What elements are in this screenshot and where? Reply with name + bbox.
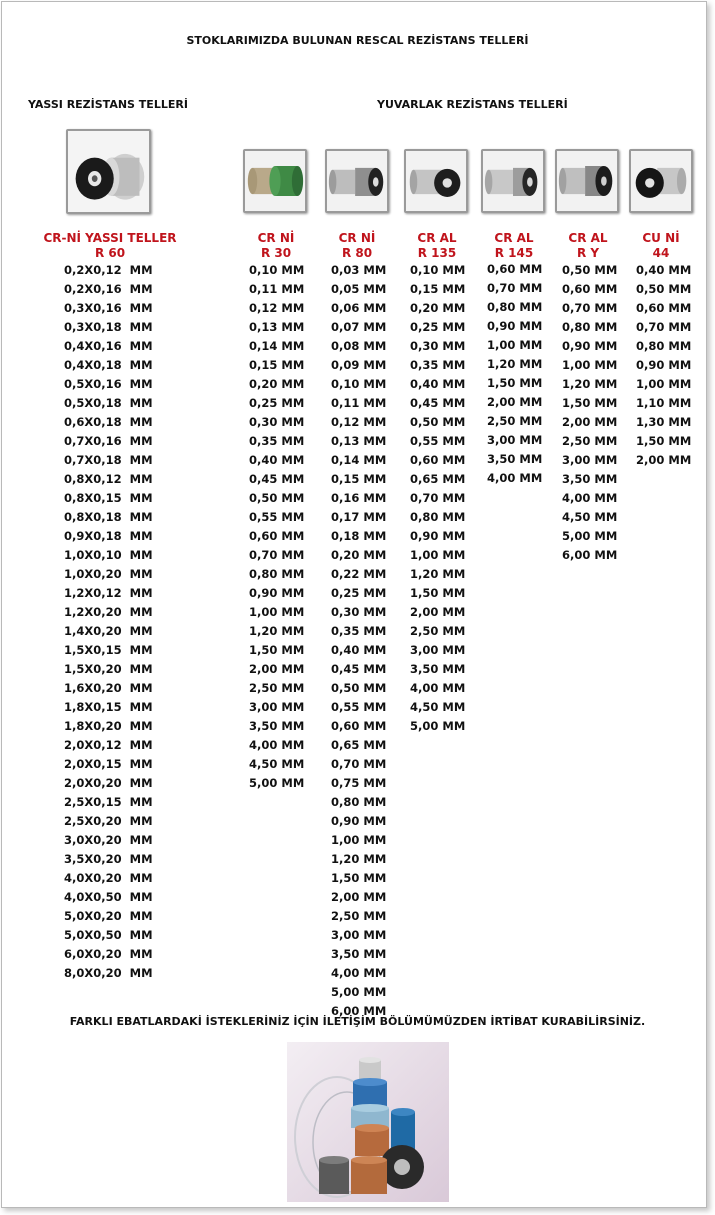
- size-list-item: 0,3X0,18 MM: [64, 320, 153, 334]
- size-list-item: 4,00 MM: [249, 738, 305, 752]
- size-list-item: 1,20 MM: [487, 357, 543, 371]
- size-list-item: 0,13 MM: [249, 320, 305, 334]
- size-list-item: 1,5X0,20 MM: [64, 662, 153, 676]
- size-list-item: 3,50 MM: [249, 719, 305, 733]
- size-list-item: 0,75 MM: [331, 776, 387, 790]
- spool-image: [68, 131, 149, 212]
- size-list-item: 0,60 MM: [331, 719, 387, 733]
- size-list-item: 0,50 MM: [410, 415, 466, 429]
- size-list-item: 1,20 MM: [331, 852, 387, 866]
- size-list-item: 4,00 MM: [331, 966, 387, 980]
- size-list-item: 1,10 MM: [636, 396, 692, 410]
- flat-section-heading: YASSI REZİSTANS TELLERİ: [28, 98, 188, 111]
- size-list-item: 0,90 MM: [410, 529, 466, 543]
- size-list-item: 0,50 MM: [636, 282, 692, 296]
- size-list-item: 0,4X0,16 MM: [64, 339, 153, 353]
- size-list-item: 0,17 MM: [331, 510, 387, 524]
- size-list-item: 1,4X0,20 MM: [64, 624, 153, 638]
- size-list-item: 3,0X0,20 MM: [64, 833, 153, 847]
- size-list-item: 3,50 MM: [410, 662, 466, 676]
- size-list-item: 0,60 MM: [249, 529, 305, 543]
- size-list-item: 2,00 MM: [562, 415, 618, 429]
- cuni-44-spool-thumbnail[interactable]: [629, 149, 693, 213]
- size-list-item: 0,60 MM: [562, 282, 618, 296]
- size-list-item: 1,50 MM: [410, 586, 466, 600]
- size-list-item: 0,5X0,16 MM: [64, 377, 153, 391]
- size-list-item: 5,0X0,20 MM: [64, 909, 153, 923]
- size-list-item: 0,40 MM: [410, 377, 466, 391]
- crni-r80-spool-thumbnail[interactable]: [325, 149, 389, 213]
- size-list-item: 1,00 MM: [410, 548, 466, 562]
- column-header-cral-ry: [555, 231, 621, 261]
- size-list-item: 2,50 MM: [562, 434, 618, 448]
- size-list-item: 0,80 MM: [562, 320, 618, 334]
- size-list-item: 0,70 MM: [487, 281, 543, 295]
- size-list-item: 4,0X0,50 MM: [64, 890, 153, 904]
- size-list-item: 3,5X0,20 MM: [64, 852, 153, 866]
- size-list-item: 2,0X0,20 MM: [64, 776, 153, 790]
- column-header-line1: CR AL: [494, 231, 534, 245]
- size-list-item: 0,12 MM: [331, 415, 387, 429]
- size-list-item: 0,80 MM: [487, 300, 543, 314]
- size-list-item: 0,40 MM: [331, 643, 387, 657]
- size-list-item: 0,80 MM: [410, 510, 466, 524]
- size-list-item: 1,00 MM: [249, 605, 305, 619]
- size-list-cral-r145: [487, 260, 542, 488]
- size-list-item: 0,25 MM: [249, 396, 305, 410]
- size-list-item: 0,80 MM: [249, 567, 305, 581]
- size-list-item: 1,0X0,10 MM: [64, 548, 153, 562]
- size-list-item: 0,35 MM: [331, 624, 387, 638]
- size-list-cral-ry: [562, 261, 617, 565]
- column-header-line2: 44: [652, 246, 670, 260]
- size-list-item: 1,2X0,12 MM: [64, 586, 153, 600]
- size-list-item: 0,07 MM: [331, 320, 387, 334]
- column-header-cral-r135: [404, 231, 470, 261]
- crni-r30-spool-thumbnail[interactable]: [243, 149, 307, 213]
- spool-image: [406, 151, 466, 211]
- spools-illustration: [287, 1042, 449, 1202]
- size-list-item: 1,0X0,20 MM: [64, 567, 153, 581]
- size-list-item: 0,7X0,16 MM: [64, 434, 153, 448]
- column-header-line2: R 80: [341, 246, 373, 260]
- size-list-item: 0,40 MM: [636, 263, 692, 277]
- column-header-crni-r80: [324, 231, 390, 261]
- size-list-item: 0,30 MM: [410, 339, 466, 353]
- size-list-item: 0,11 MM: [249, 282, 305, 296]
- size-list-item: 1,30 MM: [636, 415, 692, 429]
- size-list-item: 0,10 MM: [249, 263, 305, 277]
- size-list-item: 0,45 MM: [249, 472, 305, 486]
- size-list-item: 0,3X0,16 MM: [64, 301, 153, 315]
- size-list-item: 0,12 MM: [249, 301, 305, 315]
- size-list-item: 1,50 MM: [487, 376, 543, 390]
- size-list-item: 0,08 MM: [331, 339, 387, 353]
- size-list-item: 1,6X0,20 MM: [64, 681, 153, 695]
- size-list-item: 0,7X0,18 MM: [64, 453, 153, 467]
- size-list-crni-r80: [331, 261, 386, 1021]
- size-list-item: 0,65 MM: [410, 472, 466, 486]
- size-list-item: 0,03 MM: [331, 263, 387, 277]
- size-list-item: 1,8X0,15 MM: [64, 700, 153, 714]
- size-list-item: 2,00 MM: [249, 662, 305, 676]
- size-list-item: 2,00 MM: [487, 395, 543, 409]
- size-list-item: 0,70 MM: [410, 491, 466, 505]
- spool-image: [557, 151, 617, 211]
- size-list-item: 0,6X0,18 MM: [64, 415, 153, 429]
- size-list-item: 0,55 MM: [331, 700, 387, 714]
- column-header-line2: R 30: [260, 246, 292, 260]
- size-list-item: 0,4X0,18 MM: [64, 358, 153, 372]
- size-list-item: 3,50 MM: [487, 452, 543, 466]
- size-list-item: 0,8X0,18 MM: [64, 510, 153, 524]
- size-list-item: 2,0X0,15 MM: [64, 757, 153, 771]
- size-list-item: 1,00 MM: [331, 833, 387, 847]
- size-list-item: 0,9X0,18 MM: [64, 529, 153, 543]
- size-list-item: 0,70 MM: [249, 548, 305, 562]
- size-list-item: 2,00 MM: [636, 453, 692, 467]
- size-list-item: 0,90 MM: [249, 586, 305, 600]
- column-header-line1: CR Nİ: [338, 231, 376, 245]
- size-list-item: 0,50 MM: [562, 263, 618, 277]
- size-list-item: 3,00 MM: [249, 700, 305, 714]
- size-list-item: 0,35 MM: [410, 358, 466, 372]
- column-header-line2: R Y: [576, 246, 600, 260]
- flat-wire-spool-thumbnail[interactable]: [66, 129, 151, 214]
- cral-r135-spool-thumbnail[interactable]: [404, 149, 468, 213]
- size-list-item: 2,50 MM: [487, 414, 543, 428]
- size-list-item: 1,50 MM: [562, 396, 618, 410]
- size-list-item: 0,25 MM: [410, 320, 466, 334]
- size-list-item: 5,00 MM: [410, 719, 466, 733]
- size-list-item: 0,13 MM: [331, 434, 387, 448]
- size-list-cuni-44: [636, 261, 691, 470]
- size-list-item: 4,00 MM: [410, 681, 466, 695]
- spool-image: [483, 151, 543, 211]
- column-header-line2: R 60: [94, 246, 126, 260]
- size-list-crni-flat: [64, 261, 153, 983]
- size-list-item: 0,80 MM: [331, 795, 387, 809]
- column-header-crni-flat: [30, 231, 190, 261]
- size-list-crni-r30: [249, 261, 304, 793]
- size-list-item: 0,2X0,16 MM: [64, 282, 153, 296]
- size-list-item: 4,50 MM: [410, 700, 466, 714]
- spool-image: [245, 151, 305, 211]
- size-list-item: 0,40 MM: [249, 453, 305, 467]
- size-list-item: 6,00 MM: [562, 548, 618, 562]
- size-list-item: 1,20 MM: [562, 377, 618, 391]
- wire-spools-photo: [287, 1042, 449, 1202]
- size-list-item: 0,30 MM: [249, 415, 305, 429]
- size-list-item: 0,10 MM: [410, 263, 466, 277]
- size-list-item: 5,00 MM: [331, 985, 387, 999]
- size-list-item: 1,00 MM: [636, 377, 692, 391]
- size-list-item: 0,70 MM: [331, 757, 387, 771]
- size-list-item: 5,0X0,50 MM: [64, 928, 153, 942]
- size-list-item: 4,00 MM: [487, 471, 543, 485]
- size-list-item: 1,50 MM: [331, 871, 387, 885]
- size-list-item: 4,50 MM: [249, 757, 305, 771]
- size-list-item: 8,0X0,20 MM: [64, 966, 153, 980]
- size-list-item: 0,8X0,12 MM: [64, 472, 153, 486]
- size-list-item: 0,50 MM: [249, 491, 305, 505]
- size-list-item: 0,25 MM: [331, 586, 387, 600]
- page-title: STOKLARIMIZDA BULUNAN RESCAL REZİSTANS TELLERİ: [186, 34, 529, 47]
- size-list-item: 0,2X0,12 MM: [64, 263, 153, 277]
- size-list-item: 0,8X0,15 MM: [64, 491, 153, 505]
- column-header-line1: CR AL: [568, 231, 608, 245]
- contact-note: FARKLI EBATLARDAKİ İSTEKLERİNİZ İÇİN İLETİŞİM BÖLÜMÜMÜZDEN İRTİBAT KURABİLİRSİNİZ.: [69, 1015, 646, 1028]
- size-list-item: 0,15 MM: [410, 282, 466, 296]
- size-list-item: 0,22 MM: [331, 567, 387, 581]
- size-list-item: 6,00 MM: [331, 1004, 387, 1018]
- size-list-item: 0,45 MM: [331, 662, 387, 676]
- size-list-item: 0,45 MM: [410, 396, 466, 410]
- size-list-item: 2,50 MM: [410, 624, 466, 638]
- size-list-item: 1,50 MM: [636, 434, 692, 448]
- size-list-item: 0,50 MM: [331, 681, 387, 695]
- size-list-item: 3,00 MM: [331, 928, 387, 942]
- size-list-item: 0,90 MM: [331, 814, 387, 828]
- size-list-item: 3,00 MM: [410, 643, 466, 657]
- size-list-item: 0,11 MM: [331, 396, 387, 410]
- size-list-item: 0,15 MM: [249, 358, 305, 372]
- size-list-item: 0,15 MM: [331, 472, 387, 486]
- column-header-line1: CR AL: [417, 231, 457, 245]
- size-list-item: 0,06 MM: [331, 301, 387, 315]
- size-list-item: 0,16 MM: [331, 491, 387, 505]
- size-list-item: 0,60 MM: [636, 301, 692, 315]
- size-list-item: 3,00 MM: [562, 453, 618, 467]
- size-list-item: 6,0X0,20 MM: [64, 947, 153, 961]
- column-header-line2: R 135: [417, 246, 457, 260]
- size-list-item: 0,80 MM: [636, 339, 692, 353]
- size-list-item: 2,50 MM: [249, 681, 305, 695]
- size-list-item: 2,0X0,12 MM: [64, 738, 153, 752]
- size-list-item: 0,20 MM: [331, 548, 387, 562]
- spool-image: [327, 151, 387, 211]
- size-list-item: 0,55 MM: [410, 434, 466, 448]
- size-list-item: 0,60 MM: [487, 262, 543, 276]
- size-list-item: 2,00 MM: [331, 890, 387, 904]
- column-header-cuni-44: [628, 231, 694, 261]
- round-section-heading: YUVARLAK REZİSTANS TELLERİ: [377, 98, 568, 111]
- size-list-item: 0,20 MM: [410, 301, 466, 315]
- size-list-cral-r135: [410, 261, 465, 736]
- size-list-item: 2,5X0,20 MM: [64, 814, 153, 828]
- size-list-item: 4,0X0,20 MM: [64, 871, 153, 885]
- size-list-item: 1,20 MM: [249, 624, 305, 638]
- size-list-item: 0,55 MM: [249, 510, 305, 524]
- size-list-item: 1,50 MM: [249, 643, 305, 657]
- size-list-item: 0,09 MM: [331, 358, 387, 372]
- size-list-item: 0,70 MM: [562, 301, 618, 315]
- size-list-item: 5,00 MM: [562, 529, 618, 543]
- size-list-item: 4,50 MM: [562, 510, 618, 524]
- size-list-item: 2,00 MM: [410, 605, 466, 619]
- column-header-line1: CR Nİ: [257, 231, 295, 245]
- size-list-item: 1,20 MM: [410, 567, 466, 581]
- size-list-item: 3,50 MM: [331, 947, 387, 961]
- cral-ry-spool-thumbnail[interactable]: [555, 149, 619, 213]
- size-list-item: 5,00 MM: [249, 776, 305, 790]
- size-list-item: 3,00 MM: [487, 433, 543, 447]
- size-list-item: 1,00 MM: [487, 338, 543, 352]
- cral-r145-spool-thumbnail[interactable]: [481, 149, 545, 213]
- size-list-item: 0,65 MM: [331, 738, 387, 752]
- size-list-item: 0,14 MM: [331, 453, 387, 467]
- size-list-item: 0,20 MM: [249, 377, 305, 391]
- size-list-item: 2,5X0,15 MM: [64, 795, 153, 809]
- size-list-item: 0,5X0,18 MM: [64, 396, 153, 410]
- size-list-item: 0,90 MM: [487, 319, 543, 333]
- size-list-item: 0,35 MM: [249, 434, 305, 448]
- size-list-item: 1,8X0,20 MM: [64, 719, 153, 733]
- size-list-item: 0,60 MM: [410, 453, 466, 467]
- size-list-item: 2,50 MM: [331, 909, 387, 923]
- column-header-line1: CR-Nİ YASSI TELLER: [43, 231, 177, 245]
- size-list-item: 1,00 MM: [562, 358, 618, 372]
- size-list-item: 4,00 MM: [562, 491, 618, 505]
- column-header-line2: R 145: [494, 246, 534, 260]
- size-list-item: 0,05 MM: [331, 282, 387, 296]
- column-header-crni-r30: [243, 231, 309, 261]
- size-list-item: 0,14 MM: [249, 339, 305, 353]
- size-list-item: 3,50 MM: [562, 472, 618, 486]
- size-list-item: 1,2X0,20 MM: [64, 605, 153, 619]
- size-list-item: 0,70 MM: [636, 320, 692, 334]
- size-list-item: 0,90 MM: [636, 358, 692, 372]
- spool-image: [631, 151, 691, 211]
- column-header-cral-r145: [481, 231, 547, 261]
- size-list-item: 0,10 MM: [331, 377, 387, 391]
- size-list-item: 1,5X0,15 MM: [64, 643, 153, 657]
- size-list-item: 0,30 MM: [331, 605, 387, 619]
- column-header-line1: CU Nİ: [642, 231, 680, 245]
- size-list-item: 0,90 MM: [562, 339, 618, 353]
- size-list-item: 0,18 MM: [331, 529, 387, 543]
